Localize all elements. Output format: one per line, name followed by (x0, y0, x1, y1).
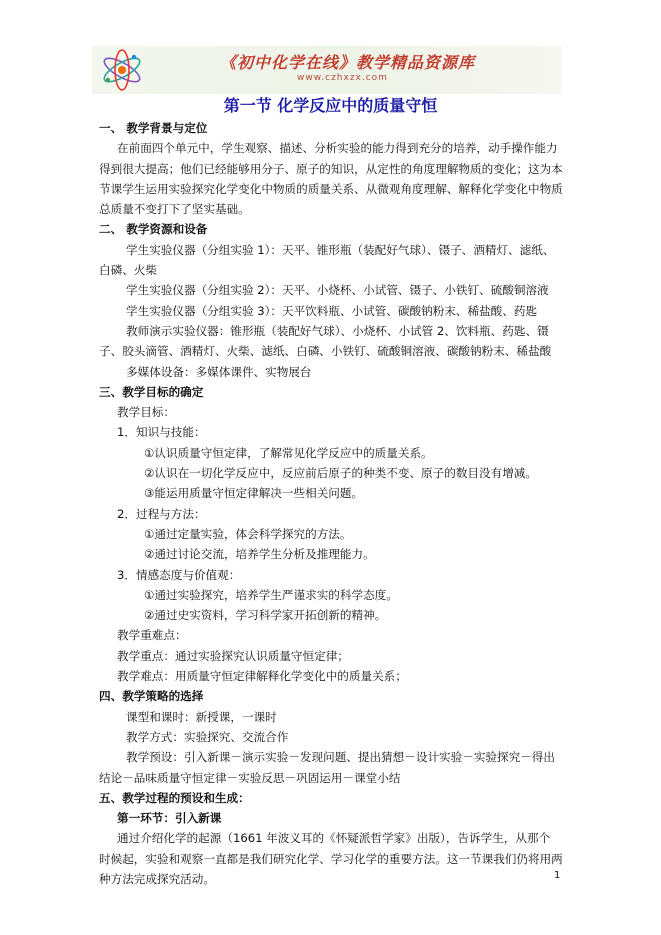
section-heading: 五、教学过程的预设和生成： (99, 790, 250, 805)
paragraph-line: 教学重点：通过实验探究认识质量守恒定律； (117, 648, 349, 663)
list-heading: 2．过程与方法： (117, 506, 206, 521)
list-item: ②通过史实资料，学习科学家开拓创新的精神。 (144, 608, 387, 623)
page-number: 1 (554, 870, 561, 881)
header-banner (92, 46, 562, 94)
list-item: ③能运用质量守恒定律解决一些相关问题。 (144, 486, 364, 501)
section-heading: 一、 教学背景与定位 (99, 121, 208, 135)
list-item: ②通过讨论交流，培养学生分析及推理能力。 (144, 547, 375, 562)
paragraph-line: 学生实验仪器（分组实验 3）：天平饮料瓶、小试管、碳酸钠粉末、稀盐酸、药匙 (126, 303, 538, 318)
list-item: ①通过实验探究，培养学生严谨求实的科学态度。 (144, 587, 398, 602)
paragraph-line: 学生实验仪器（分组实验 1）：天平、锥形瓶（装配好气球）、镊子、酒精灯、滤纸、 (126, 242, 555, 257)
paragraph-line: 课型和课时：新授课，一课时 (126, 709, 277, 724)
paragraph-line: 节课学生运用实验探究化学变化中物质的质量关系、从微观角度理解、解释化学变化中物质 (99, 181, 563, 196)
paragraph-line: 时候起，实验和观察一直都是我们研究化学、学习化学的重要方法。这一节课我们仍将用两 (99, 851, 563, 866)
paragraph-line: 教学目标： (117, 405, 175, 420)
paragraph-line: 通过介绍化学的起源（1661 年波义耳的《怀疑派哲学家》出版），告诉学生，从那个 (117, 831, 551, 846)
paragraph-line: 教学预设：引入新课－演示实验－发现问题、提出猜想－设计实验－实验探究－得出 (126, 750, 555, 765)
paragraph-line: 多媒体设备：多媒体课件、实物展台 (126, 364, 312, 379)
paragraph-line: 种方法完成探究活动。 (99, 871, 215, 886)
section-heading: 二、 教学资源和设备 (99, 222, 208, 237)
section-heading: 四、教学策略的选择 (99, 689, 204, 704)
atom-logo-icon (98, 48, 146, 92)
paragraph-line: 学生实验仪器（分组实验 2）：天平、小烧杯、小试管、镊子、小铁钉、硫酸铜溶液 (126, 283, 549, 298)
paragraph-line: 在前面四个单元中，学生观察、描述、分析实验的能力得到充分的培养，动手操作能力 (117, 141, 558, 156)
document-body (99, 118, 569, 889)
paragraph-line: 子、胶头滴管、酒精灯、火柴、滤纸、白磷、小铁钉、硫酸铜溶液、碳酸钠粉末、稀盐酸 (99, 344, 552, 359)
banner-title: 《初中化学在线》教学精品资源库 (220, 53, 476, 72)
paragraph-line: 结论－品味质量守恒定律－实验反思－巩固运用－课堂小结 (99, 770, 401, 785)
section-heading: 三、教学目标的确定 (99, 384, 204, 399)
banner-url: www.czhxzx.com (297, 73, 388, 83)
paragraph-line: 白磷、火柴 (99, 263, 157, 278)
subsection-heading: 第一环节：引入新课 (117, 811, 222, 826)
paragraph-line: 教学重难点： (117, 628, 187, 643)
list-item: ②认识在一切化学反应中，反应前后原子的种类不变、原子的数目没有增减。 (144, 466, 537, 481)
paragraph-line: 教学方式：实验探究、交流合作 (126, 729, 289, 744)
paragraph-line: 教学难点：用质量守恒定律解释化学变化中的质量关系； (117, 669, 407, 684)
list-item: ①通过定量实验，体会科学探究的方法。 (144, 526, 352, 541)
list-heading: 1．知识与技能： (117, 425, 206, 440)
paragraph-line: 教师演示实验仪器：锥形瓶（装配好气球）、小烧杯、小试管 2、饮料瓶、药匙、镊 (126, 323, 549, 338)
paragraph-line: 总质量不变打下了坚实基础。 (99, 202, 250, 217)
list-heading: 3．情感态度与价值观： (117, 567, 241, 582)
document-title: 第一节 化学反应中的质量守恒 (223, 96, 438, 115)
list-item: ①认识质量守恒定律，了解常见化学反应中的质量关系。 (144, 445, 433, 460)
paragraph-line: 得到很大提高；他们已经能够用分子、原子的知识，从定性的角度理解物质的变化；这为本 (99, 161, 563, 176)
